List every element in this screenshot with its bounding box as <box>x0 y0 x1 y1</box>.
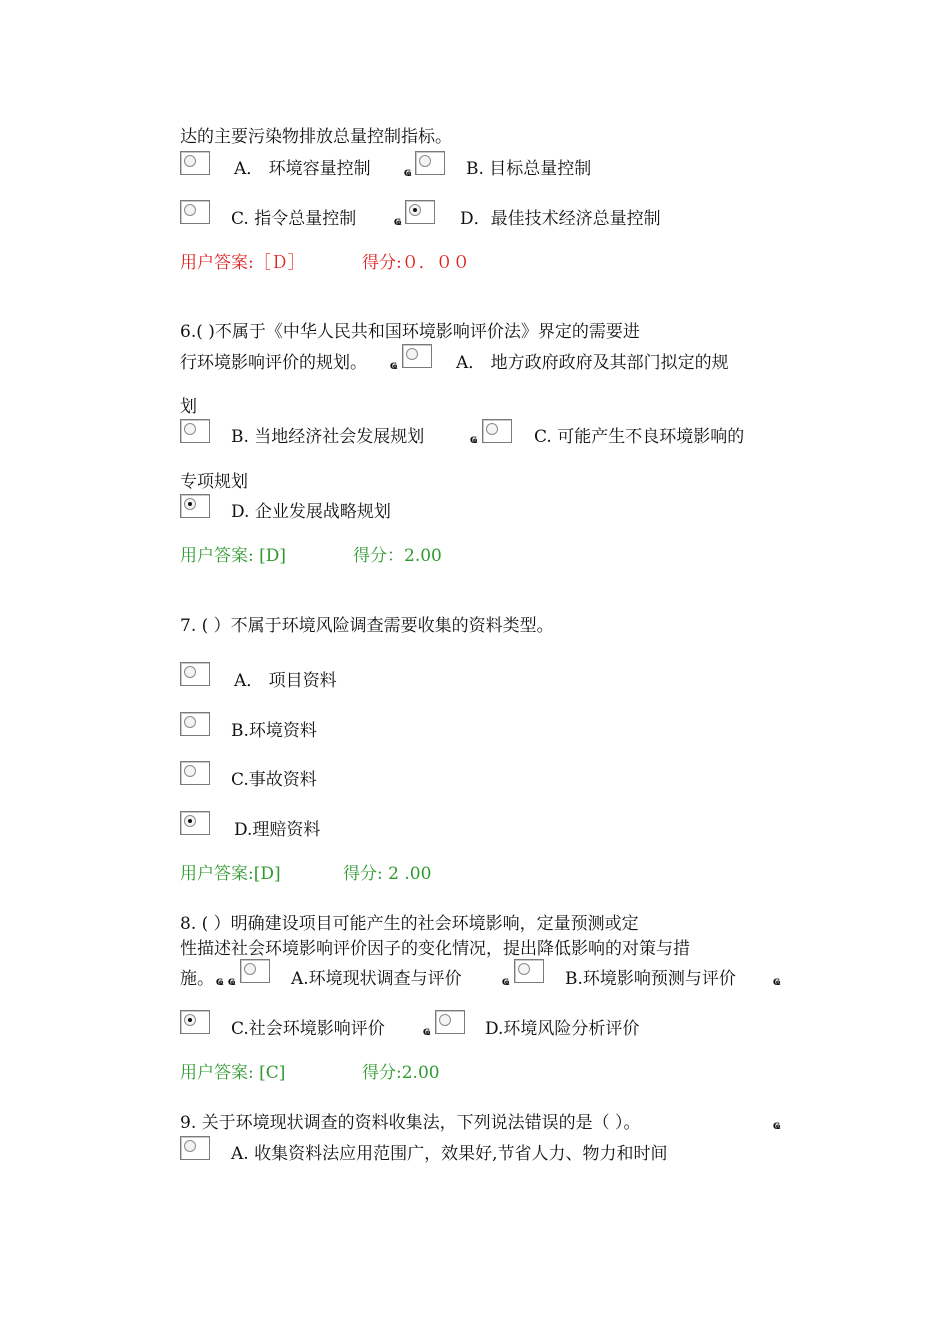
q8-option-d-radio[interactable] <box>435 1010 465 1034</box>
q7-option-a-radio[interactable] <box>180 662 210 686</box>
anchor-mark-icon: ҩ <box>470 431 478 447</box>
q5-option-b-radio[interactable] <box>415 151 445 175</box>
anchor-mark-icon: ҩ <box>773 1117 781 1133</box>
q6-user-answer: 用户答案: [D] <box>180 546 287 566</box>
q8-option-b-radio[interactable] <box>514 959 544 983</box>
q9-option-a-label: A. 收集资料法应用范围广，效果好,节省人力、物力和时间 <box>231 1144 668 1164</box>
q6-option-c-radio[interactable] <box>482 419 512 443</box>
q7-option-d-radio[interactable] <box>180 811 210 835</box>
anchor-mark-icon: ҩ <box>216 973 224 989</box>
q7-option-d-label: D.理赔资料 <box>234 820 321 840</box>
q8-score: 得分:2.00 <box>362 1063 440 1083</box>
q5-option-c-radio[interactable] <box>180 200 210 224</box>
selected-dot-icon <box>188 1018 192 1022</box>
anchor-mark-icon: ҩ <box>423 1023 431 1039</box>
q7-option-b-radio[interactable] <box>180 712 210 736</box>
q8-user-answer: 用户答案: [C] <box>180 1063 286 1083</box>
q7-option-b-label: B.环境资料 <box>231 721 317 741</box>
q6-option-a-label-cont: 划 <box>180 397 197 417</box>
q9-question-line1: 9. 关于环境现状调查的资料收集法，下列说法错误的是（ ）。 <box>180 1113 641 1133</box>
q5-question-tail: 达的主要污染物排放总量控制指标。 <box>180 127 452 147</box>
anchor-mark-icon: ҩ <box>502 973 510 989</box>
q7-user-answer: 用户答案:[D] <box>180 864 281 884</box>
q6-option-c-label-cont: 专项规划 <box>180 472 248 492</box>
q6-option-d-label: D. 企业发展战略规划 <box>231 502 391 522</box>
q7-score: 得分: 2 .00 <box>343 864 432 884</box>
q5-user-answer: 用户答案:［Ｄ］ <box>180 253 305 273</box>
anchor-mark-icon: ҩ <box>773 973 781 989</box>
q8-option-b-label: B.环境影响预测与评价 <box>565 969 736 989</box>
q6-option-a-label: A． 地方政府政府及其部门拟定的规 <box>456 353 729 373</box>
anchor-mark-icon: ҩ <box>228 973 236 989</box>
q8-option-c-radio[interactable] <box>180 1010 210 1034</box>
q5-option-a-label: A． 环境容量控制 <box>234 159 371 179</box>
q7-option-c-label: C.事故资料 <box>231 770 317 790</box>
q7-option-c-radio[interactable] <box>180 761 210 785</box>
q5-option-d-radio[interactable] <box>405 200 435 224</box>
q7-option-a-label: A． 项目资料 <box>234 671 337 691</box>
q6-option-c-label: C. 可能产生不良环境影响的 <box>534 427 745 447</box>
q6-score: 得分：2.00 <box>353 546 442 566</box>
q5-option-a-radio[interactable] <box>180 151 210 175</box>
q8-option-d-label: D.环境风险分析评价 <box>485 1019 640 1039</box>
q6-option-b-label: B. 当地经济社会发展规划 <box>231 427 425 447</box>
q8-question-line2: 性描述社会环境影响评价因子的变化情况，提出降低影响的对策与措 <box>180 939 690 959</box>
selected-dot-icon <box>413 208 417 212</box>
q5-option-b-label: B. 目标总量控制 <box>466 159 592 179</box>
q6-option-b-radio[interactable] <box>180 419 210 443</box>
q8-question-line1: 8. ( ）明确建设项目可能产生的社会环境影响，定量预测或定 <box>180 914 639 934</box>
anchor-mark-icon: ҩ <box>390 357 398 373</box>
q5-score: 得分:０．００ <box>362 253 470 273</box>
q6-option-a-radio[interactable] <box>402 344 432 368</box>
q8-question-line3: 施。 <box>180 969 214 989</box>
q6-option-d-radio[interactable] <box>180 494 210 518</box>
q6-question-line2: 行环境影响评价的规划。 <box>180 353 367 373</box>
selected-dot-icon <box>188 819 192 823</box>
q8-option-a-label: A.环境现状调查与评价 <box>291 969 462 989</box>
anchor-mark-icon: ҩ <box>394 213 402 229</box>
q5-option-d-label: D．最佳技术经济总量控制 <box>460 209 661 229</box>
q6-question-line1: 6.( )不属于《中华人民共和国环境影响评价法》界定的需要进 <box>180 322 640 342</box>
q7-question-line1: 7. ( ）不属于环境风险调查需要收集的资料类型。 <box>180 616 554 636</box>
q9-option-a-radio[interactable] <box>180 1136 210 1160</box>
q5-option-c-label: C. 指令总量控制 <box>231 209 357 229</box>
selected-dot-icon <box>188 502 192 506</box>
q8-option-c-label: C.社会环境影响评价 <box>231 1019 385 1039</box>
anchor-mark-icon: ҩ <box>404 164 412 180</box>
q8-option-a-radio[interactable] <box>240 959 270 983</box>
